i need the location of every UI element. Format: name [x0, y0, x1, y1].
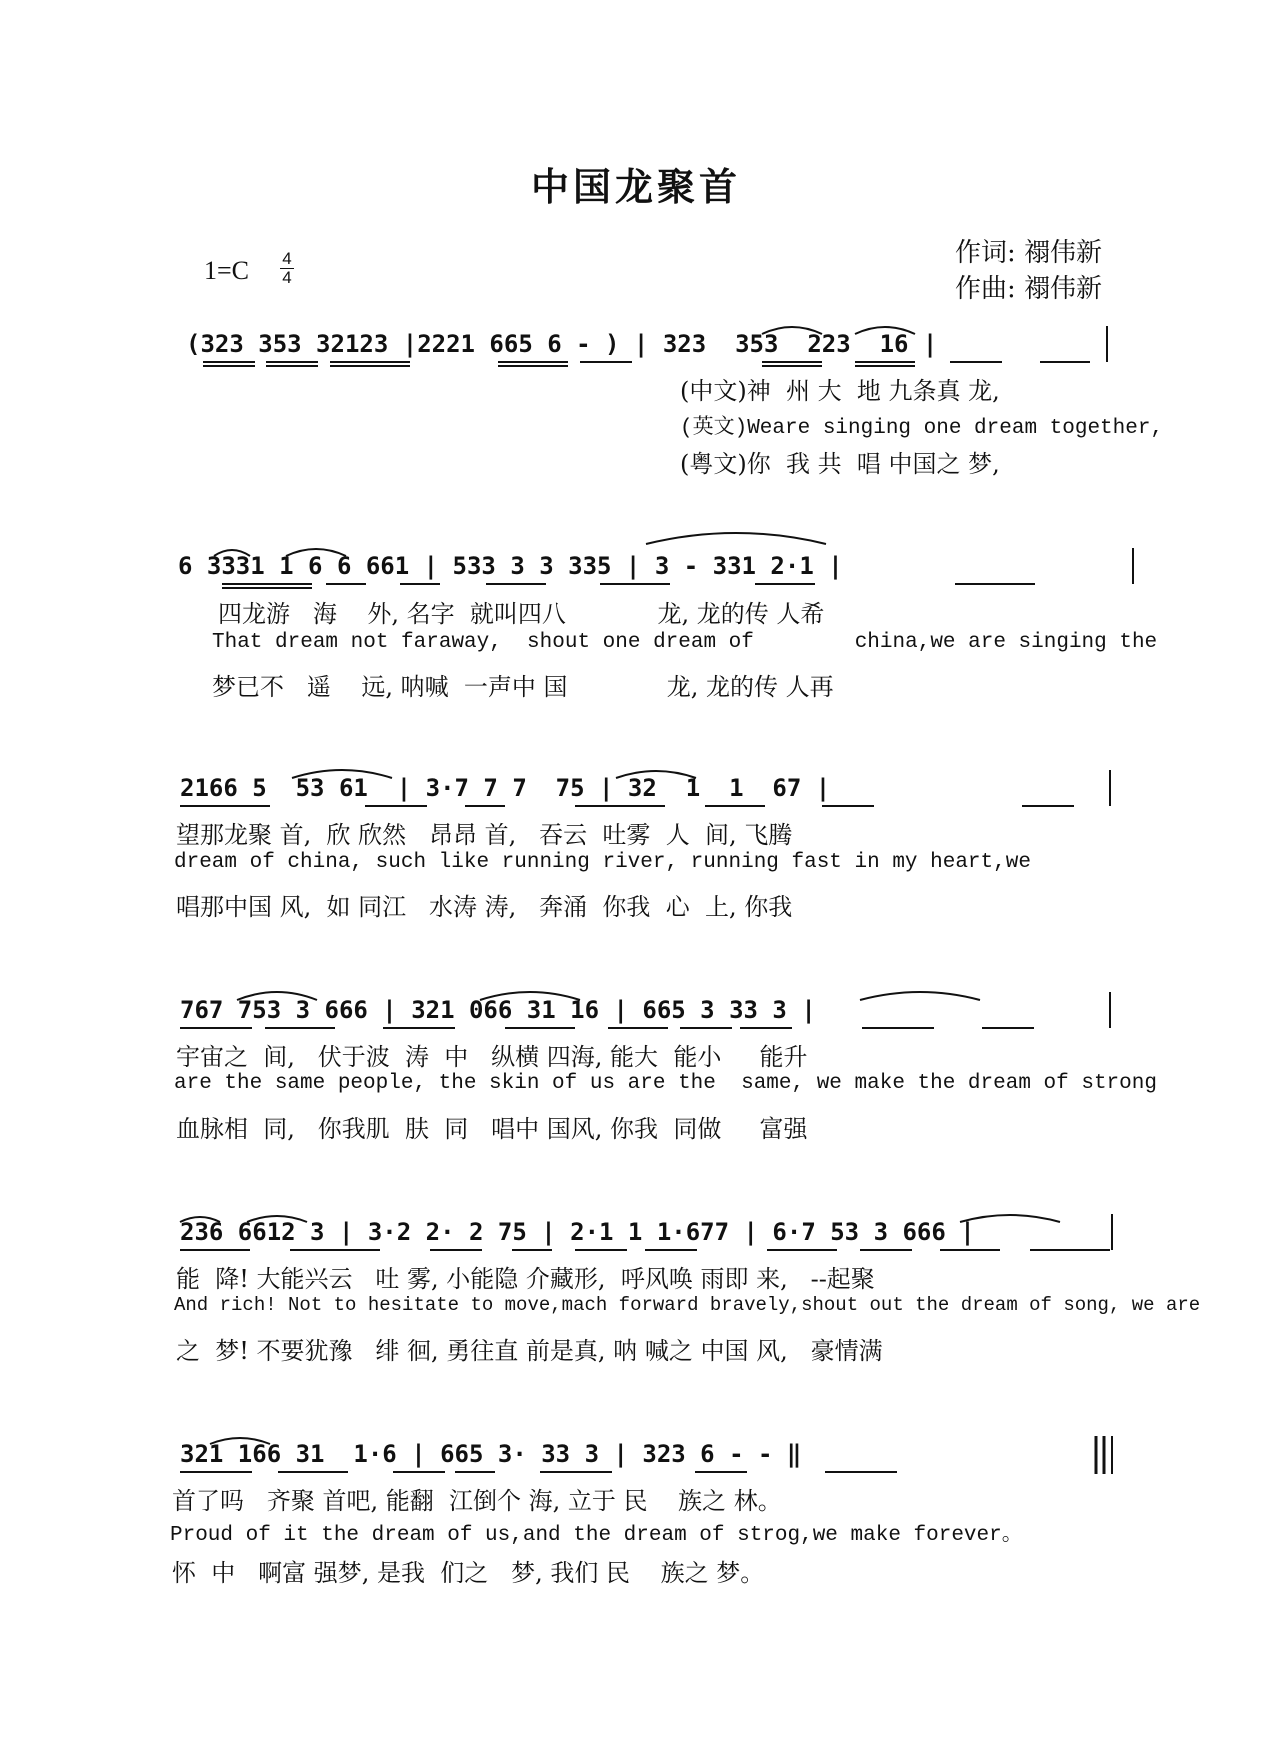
notation-line-5: 236 6612 3 | 3·2 2· 2 75 | 2·1 1 1·677 | 6·7 53 3 666 | [180, 1218, 975, 1246]
lyric-cantonese-1: (粤文)你 我 共 唱 中国之 梦, [680, 450, 1000, 478]
lyric-english-3: dream of china, such like running river, running fast in my heart,we [174, 851, 1031, 874]
lyric-cantonese-4: 血脉相 同, 你我肌 肤 同 唱中 国风, 你我 同做 富强 [176, 1115, 808, 1143]
lyric-english-2: That dream not faraway, shout one dream of china,we are singing the [212, 631, 1158, 654]
lyric-cantonese-3: 唱那中国 风, 如 同江 水涛 涛, 奔涌 你我 心 上, 你我 [176, 893, 793, 921]
lyric-english-4: are the same people, the skin of us are the same, we make the dream of strong [174, 1072, 1157, 1095]
lyric-cantonese-5: 之 梦! 不要犹豫 绯 徊, 勇往直 前是真, 呐 喊之 中国 风, 豪情满 [176, 1337, 883, 1365]
lyric-chinese-3: 望那龙聚 首, 欣 欣然 昂昂 首, 吞云 吐雾 人 间, 飞腾 [176, 821, 793, 849]
lyric-english-5: And rich! Not to hesitate to move,mach forward bravely,shout out the dream of song, we are [174, 1294, 1201, 1316]
lyric-chinese-5: 能 降! 大能兴云 吐 雾, 小能隐 介藏形, 呼风唤 雨即 来, --起聚 [176, 1265, 875, 1293]
lyric-chinese-1: (中文)神 州 大 地 九条真 龙, [680, 377, 1000, 405]
notation-line-2: 6 3331 1 6 6 661 | 533 3 3 335 | 3 - 331 2·1 | [178, 552, 843, 580]
lyric-english-1: (英文)Weare singing one dream together, [680, 417, 1164, 440]
notation-line-6: 321 166 31 1·6 | 665 3· 33 3 | 323 6 - - ‖ [180, 1440, 802, 1468]
lyric-english-6: Proud of it the dream of us,and the dream of strog,we make forever。 [170, 1524, 1023, 1547]
notation-line-4: 767 753 3 666 | 321 066 31 16 | 665 3 33 3 | [180, 996, 816, 1024]
key-signature: 1=C [204, 256, 250, 285]
lyric-chinese-2: 四龙游 海 外, 名字 就叫四八 龙, 龙的传 人希 [218, 600, 825, 628]
notation-line-1: (323 353 32123 |2221 665 6 - ) | 323 353 223 16 | [186, 330, 938, 358]
lyric-chinese-6: 首了吗 齐聚 首吧, 能翻 江倒个 海, 立于 民 族之 林。 [172, 1487, 782, 1515]
time-signature-top: 4 [282, 249, 292, 268]
lyric-chinese-4: 宇宙之 间, 伏于波 涛 中 纵横 四海, 能大 能小 能升 [176, 1043, 808, 1071]
lyric-cantonese-2: 梦已不 遥 远, 呐喊 一声中 国 龙, 龙的传 人再 [212, 673, 834, 701]
song-title: 中国龙聚首 [530, 165, 741, 209]
time-signature-bottom: 4 [282, 268, 292, 287]
notation-line-3: 2166 5 53 61 | 3·7 7 7 75 | 32 1 1 67 | [180, 774, 831, 802]
lyric-cantonese-6: 怀 中 啊富 强梦, 是我 们之 梦, 我们 民 族之 梦。 [172, 1559, 765, 1587]
lyricist-credit: 作词: 禤伟新 [955, 238, 1103, 268]
composer-credit: 作曲: 禤伟新 [955, 274, 1103, 304]
